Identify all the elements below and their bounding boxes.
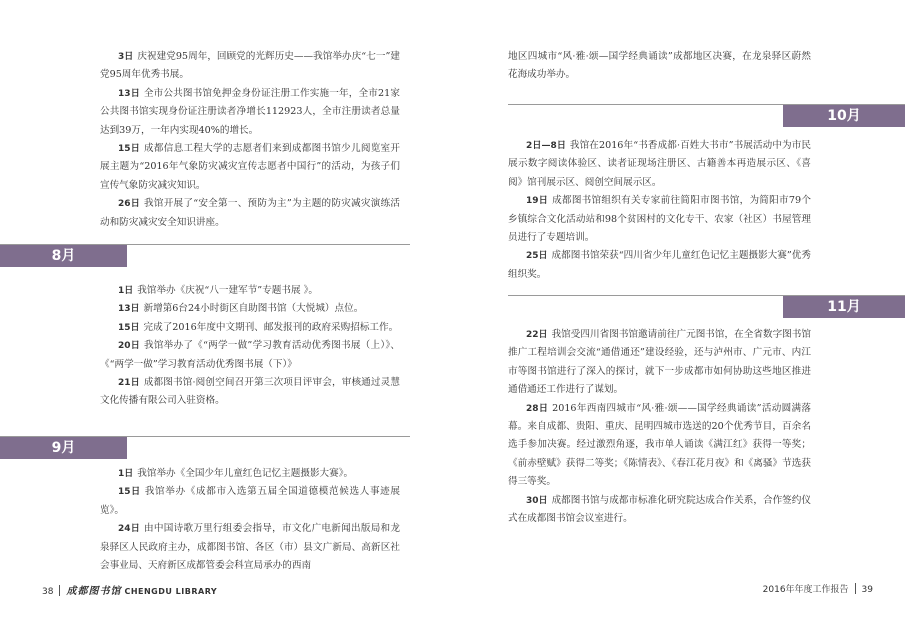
july-section — [100, 48, 400, 232]
list-item: 13日 新增第6台24小时街区自助图书馆（大悦城）点位。 — [118, 303, 364, 315]
list-item: 28日 2016年西南四城市“风·雅·颂——国学经典诵读”活动圆满落幕。来自成都、贵阳、重庆、昆明四城市选送的20个优秀节目，百余名选手参加决赛。经过激烈角逐，我市单人诵读《满江红》获得一等奖；《前赤壁赋》获得二等奖；《陈情表》、《春江花月夜》和《离骚》节选获得三等奖。 — [508, 402, 811, 488]
month-heading-aug: 8月 — [0, 245, 127, 267]
library-logo: 成都图书馆 — [66, 586, 122, 597]
list-item: 26日 我馆开展了“安全第一、预防为主”为主题的防灾减灾演练活动和防灾减灾安全知识讲座。 — [100, 198, 400, 228]
list-item: 地区四城市“风·雅·颂—国学经典诵读”成都地区决赛，在龙泉驿区蔚然花海成功举办。 — [508, 51, 811, 81]
list-item: 22日 我馆受四川省图书馆邀请前往广元图书馆，在全省数字图书馆推广工程培训会交流“通借通还”建设经验，还与泸州市、广元市、内江市等图书馆进行了深入的探讨，就下一步成都市如何协助这些地区推进通借通还工作进行了谋划。 — [508, 329, 811, 396]
report-title: 2016年年度工作报告 — [762, 585, 849, 595]
list-item: 13日 全市公共图书馆免押金身份证注册工作实施一年，全市21家公共图书馆实现身份证注册读者净增长112923人，全市注册读者总量达到39万，一年内实现40%的增长。 — [100, 87, 400, 136]
footer-divider — [855, 583, 856, 594]
nov-section — [508, 326, 811, 528]
list-item: 19日 成都图书馆组织有关专家前往简阳市图书馆，为简阳市79个乡镇综合文化活动站和98个贫困村的文化专干、农家（社区）书屋管理员进行了专题培训。 — [508, 195, 811, 244]
list-item: 15日 成都信息工程大学的志愿者们来到成都图书馆少儿阅览室开展主题为“2016年气象防灾减灾宣传志愿者中国行”的活动，为孩子们宣传气象防灾减灾知识。 — [100, 143, 400, 191]
list-item: 25日 成都图书馆荣获“四川省少年儿童红色记忆主题摄影大赛”优秀组织奖。 — [508, 250, 811, 280]
list-item: 1日 我馆举办《全国少年儿童红色记忆主题摄影大赛》。 — [118, 468, 354, 479]
list-item: 24日 由中国诗歌万里行组委会指导，市文化广电新闻出版局和龙泉驿区人民政府主办，成都图书馆、各区（市）县文广新局、高新区社会事业局、天府新区成都管委会科宣局承办的西南 — [100, 523, 400, 572]
footer-divider — [59, 585, 60, 596]
aug-section — [100, 282, 400, 411]
list-item: 2日—8日 我馆在2016年“书香成都·百姓大书市”书展活动中为市民展示数字阅读体验区、读者证现场注册区、古籍善本再造展示区、《喜阅》馆刊展示区、阅创空间展示区。 — [508, 140, 811, 188]
list-item: 3日 庆祝建党95周年，回顾党的光辉历史——我馆举办庆“七一”建党95周年优秀书展。 — [100, 51, 400, 81]
right-footer — [763, 582, 873, 595]
page-number: 38 — [42, 587, 54, 597]
page-number: 39 — [861, 585, 873, 595]
list-item: 30日 成都图书馆与成都市标准化研究院达成合作关系，合作签约仪式在成都图书馆会议室进行。 — [508, 494, 811, 525]
library-logo-en: CHENGDU LIBRARY — [124, 587, 218, 596]
list-item: 1日 我馆举办《庆祝“八一建军节”专题书展 》。 — [118, 285, 319, 296]
sep-continuation — [508, 48, 811, 85]
month-heading-nov: 11月 — [783, 296, 905, 318]
list-item: 20日 我馆举办了《“两学一做”学习教育活动优秀图书展（上）》、《“两学一做”学习教育活动优秀图书展（下）》 — [100, 340, 400, 370]
list-item: 21日 成都图书馆·阅创空间召开第三次项目评审会，审核通过灵慧文化传播有限公司入驻资格。 — [100, 377, 400, 407]
month-heading-oct: 10月 — [783, 105, 905, 127]
month-heading-sep: 9月 — [0, 437, 127, 459]
left-footer — [42, 582, 217, 597]
list-item: 15日 我馆举办《成都市入选第五届全国道德模范候选人事迹展览》。 — [100, 486, 401, 516]
sep-section — [100, 465, 400, 575]
list-item: 15日 完成了2016年度中文期刊、邮发报刊的政府采购招标工作。 — [118, 321, 399, 333]
oct-section — [508, 137, 811, 284]
